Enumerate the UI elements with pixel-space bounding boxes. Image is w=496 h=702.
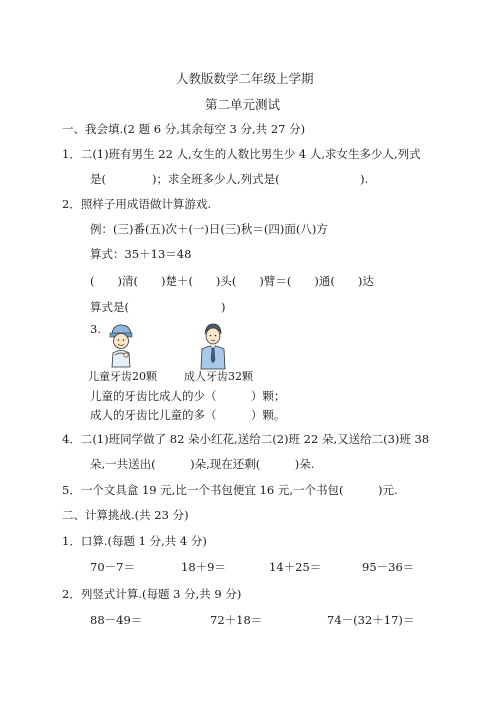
question-3-line-1: 儿童的牙齿比成人的少（ ）颗； <box>90 389 286 403</box>
question-2-formula: 算式：35＋13＝48 <box>90 247 192 261</box>
adult-illustration <box>196 322 230 370</box>
section-heading-1: 一、我会填.(2 题 6 分,其余每空 3 分,共 27 分) <box>62 122 306 136</box>
oral-calc-item: 18＋9＝ <box>181 560 226 574</box>
question-2-line-1: 2．照样子用成语做计算游戏. <box>62 197 211 211</box>
oral-calc-title: 1．口算.(每题 1 分,共 4 分) <box>62 534 207 548</box>
vertical-calc-item: 72＋18＝ <box>210 613 263 627</box>
question-1-line-1: 1．二(1)班有男生 22 人,女生的人数比男生少 4 人,求女生多少人,列式 <box>62 147 421 161</box>
oral-calc-item: 70－7＝ <box>90 560 135 574</box>
question-2-answer: 算式是( ) <box>90 300 226 314</box>
page-subtitle: 第二单元测试 <box>205 97 281 112</box>
page-title: 人教版数学二年级上学期 <box>176 71 314 86</box>
question-4-line-2: 朵,一共送出( )朵,现在还剩( )朵. <box>90 457 315 471</box>
question-3-number: 3. <box>90 322 101 336</box>
question-5-line-1: 5．一个文具盒 19 元,比一个书包便宜 16 元,一个书包( )元. <box>62 483 398 497</box>
question-4-line-1: 4．二(1)班同学做了 82 朵小红花,送给二(2)班 22 朵,又送给二(3)班 38 <box>62 432 430 446</box>
question-2-example: 例：(三)番(五)次＋(一)日(三)秋＝(四)面(八)方 <box>90 222 328 236</box>
oral-calc-item: 14＋25＝ <box>269 560 322 574</box>
question-3-line-2: 成人的牙齿比儿童的多（ ）颗。 <box>90 408 286 422</box>
child-teeth-caption: 儿童牙齿20颗 <box>88 370 157 383</box>
oral-calc-item: 95－36＝ <box>362 560 415 574</box>
question-2-blanks: ( )清( )楚＋( )头( )臂＝( )通( )达 <box>90 274 374 288</box>
vertical-calc-title: 2．列竖式计算.(每题 3 分,共 9 分) <box>62 587 242 601</box>
question-1-line-2: 是( )；求全班多少人,列式是( ). <box>90 172 369 186</box>
child-illustration <box>104 322 138 368</box>
vertical-calc-item: 74－(32＋17)＝ <box>327 613 415 627</box>
vertical-calc-item: 88－49＝ <box>90 613 143 627</box>
adult-teeth-caption: 成人牙齿32颗 <box>184 370 253 383</box>
section-heading-2: 二、计算挑战.(共 23 分) <box>62 508 189 522</box>
